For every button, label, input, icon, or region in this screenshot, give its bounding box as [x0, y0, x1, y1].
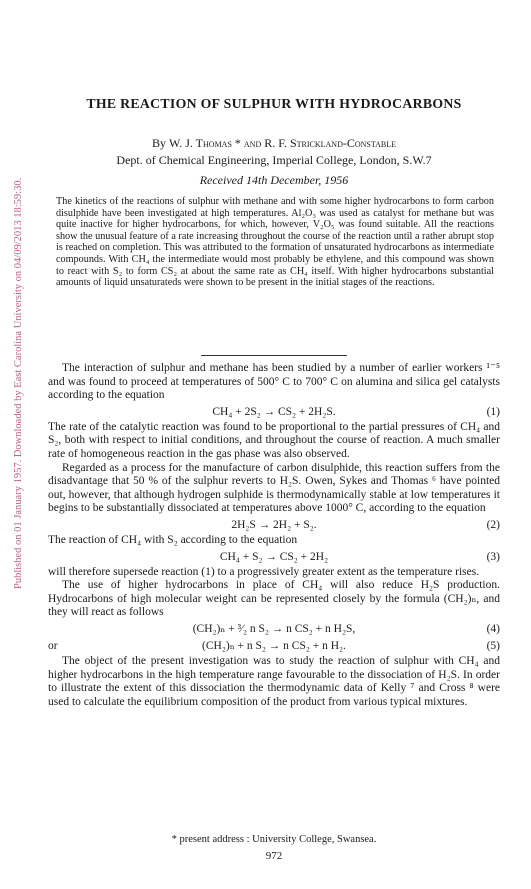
- equation-2: [48, 517, 500, 533]
- author-1: W. J. Thomas: [169, 136, 232, 150]
- equation-prefix: or: [48, 639, 58, 652]
- equation-expression: CH₄ + S₂ → CS₂ + 2H₂: [219, 550, 329, 563]
- author-1-footnote-mark: *: [234, 136, 241, 150]
- paragraph: The object of the present investigation was to study the reaction of sulphur with CH₄ and higher hydrocarbons in the high temperature range favourable to the dissociation of H₂S. In order to illustrate the extent of this dissociation the thermodynamic data of Kelly ⁷ and Cross ⁸ were used to calculate the equilibrium composition of the product from various typical mixtures.: [48, 654, 500, 708]
- equation-5: [48, 638, 500, 654]
- and-label: and: [243, 136, 262, 150]
- equation-number: (4): [486, 622, 500, 635]
- equation-number: (1): [486, 405, 500, 418]
- paragraph: will therefore supersede reaction (1) to a progressively greater extent as the temperature rises.: [48, 565, 480, 578]
- author-line: [48, 136, 500, 151]
- paragraph: The rate of the catalytic reaction was found to be proportional to the partial pressures of CH₄ and S₂, both with respect to initial conditions, and throughout the course of reaction. A much smaller rate of homogeneous reaction in the gas phase was also observed.: [48, 420, 500, 460]
- author-2: R. F. Strickland-Constable: [264, 136, 396, 150]
- equation-expression: CH₄ + 2S₂ → CS₂ + 2H₂S.: [212, 405, 336, 418]
- equation-number: (2): [486, 518, 500, 531]
- paragraph: The interaction of sulphur and methane has been studied by a number of earlier workers ¹⁻⁵ and was found to proceed at temperatures of 500° C to 700° C on alumina and silica gel catalysts according to the equation: [48, 362, 500, 402]
- affiliation: Dept. of Chemical Engineering, Imperial College, London, S.W.7: [116, 153, 432, 167]
- equation-1: [48, 404, 500, 420]
- equation-3: [48, 549, 500, 565]
- equation-4: [48, 621, 500, 637]
- article-title: THE REACTION OF SULPHUR WITH HYDROCARBONS: [86, 96, 462, 111]
- paragraph: Regarded as a process for the manufacture of carbon disulphide, this reaction suffers from the disadvantage that 50 % of the sulphur reverts to H₂S. Owen, Sykes and Thomas ⁶ have pointed out, however, that although hydrogen sulphide is thermodynamically stable at low temperatures it begins to be substantially dissociated at temperatures above 1000° C, according to the equation: [48, 461, 500, 515]
- footnote: * present address : University College, Swansea.: [171, 834, 377, 845]
- publication-sidebar: Published on 01 January 1957. Downloaded by East Carolina University on 04/09/2013 18:59:30.: [13, 177, 24, 589]
- received-date: Received 14th December, 1956: [199, 173, 349, 187]
- equation-expression: 2H₂S → 2H₂ + S₂.: [231, 518, 317, 531]
- equation-expression: (CH₂)ₙ + n S₂ → n CS₂ + n H₂.: [202, 639, 346, 652]
- section-divider: [201, 355, 347, 356]
- page-number: 972: [265, 850, 283, 862]
- equation-number: (3): [486, 550, 500, 563]
- equation-expression: (CH₂)ₙ + ³⁄₂ n S₂ → n CS₂ + n H₂S,: [192, 622, 356, 635]
- article-body: [48, 362, 500, 709]
- paragraph: The use of higher hydrocarbons in place of CH₄ will also reduce H₂S production. Hydrocarbons of high molecular weight can be represented closely by the formula (CH₂)ₙ, and they will react as follows: [48, 579, 500, 619]
- abstract: The kinetics of the reactions of sulphur with methane and with some higher hydrocarbons to form carbon disulphide have been investigated at high temperatures. Al₂O₃ was used as catalyst for methane but was quite inactive for higher hydrocarbons, for which, however, V₂O₅ was found suitable. All the reactions show the unusual feature of a rate increasing throughout the course of the reaction until a rather abrupt stop is reached on completion. This was attributed to the formation of unsaturated hydrocarbons as intermediate compounds. With CH₄ the intermediate would most probably be ethylene, and this compound was shown to react with S₂ to form CS₂ at about the same rate as CH₄ itself. With higher hydrocarbons substantial amounts of liquid unsaturateds were shown to be present in the initial stages of the reactions.: [56, 196, 494, 289]
- equation-number: (5): [486, 639, 500, 652]
- by-label: By: [151, 136, 166, 150]
- paragraph: The reaction of CH₄ with S₂ according to the equation: [48, 533, 298, 546]
